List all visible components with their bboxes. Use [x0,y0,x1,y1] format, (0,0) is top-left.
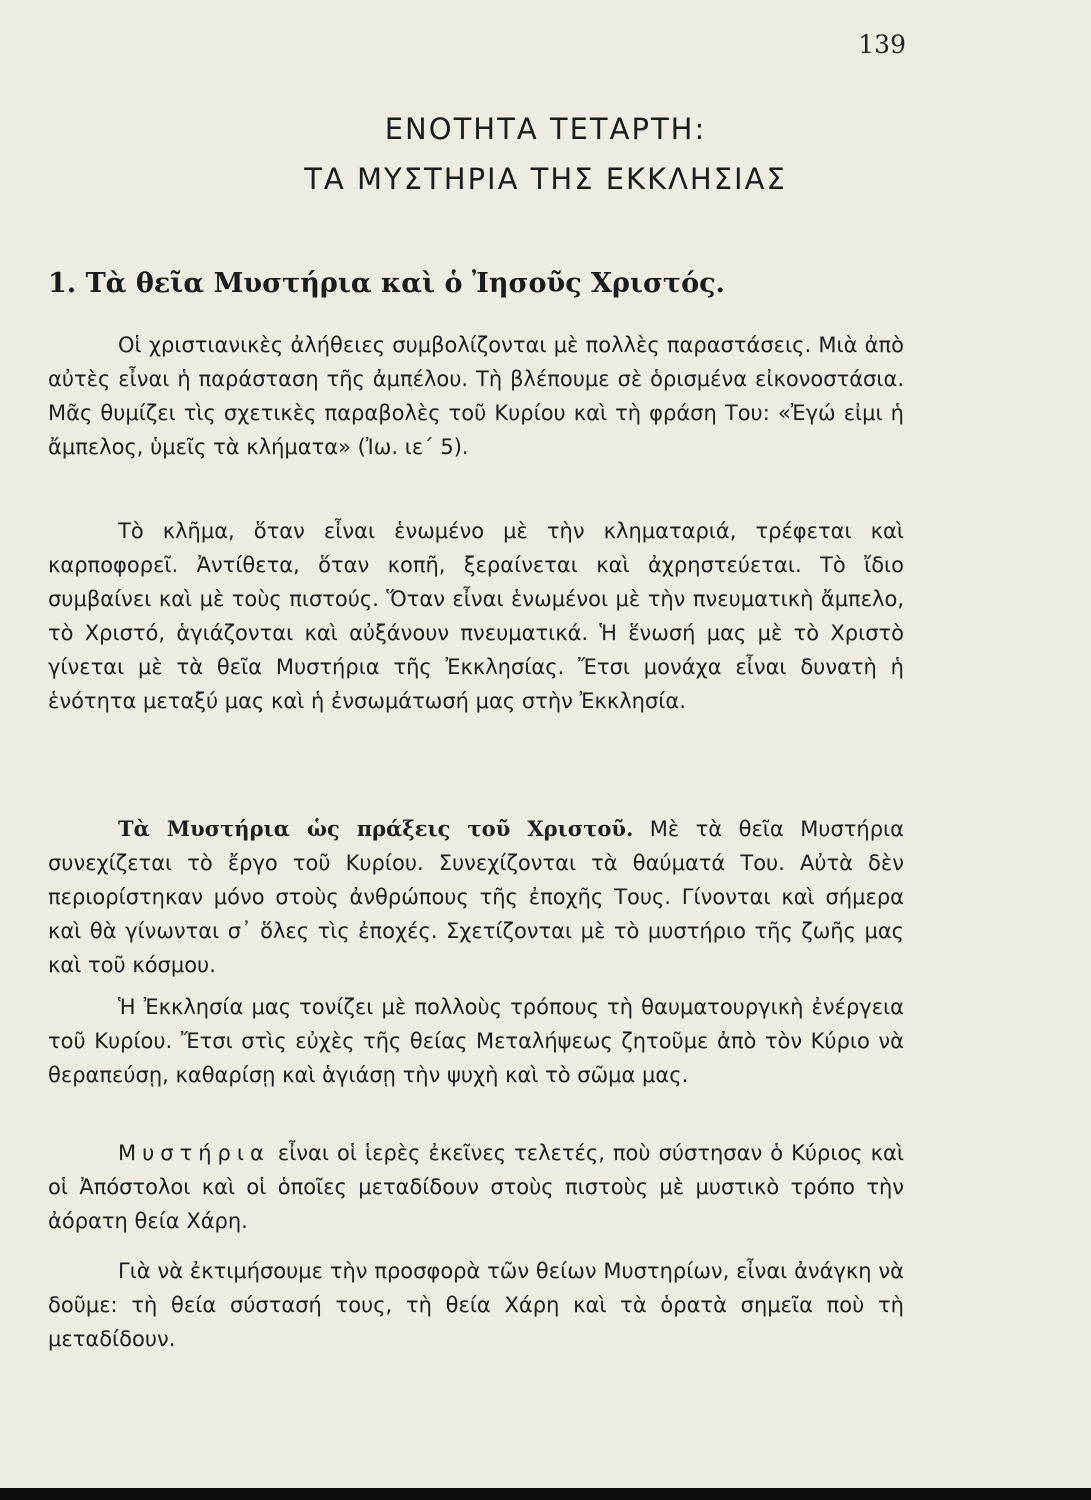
defined-term: Μυστήρια [118,1141,270,1165]
paragraph-conclusion: Γιὰ νὰ ἐκτιμήσουμε τὴν προσφορὰ τῶν θείων Μυστηρίων, εἶναι ἀνάγκη νὰ δοῦμε: τὴ θεία σύστασή τους, τὴ θεία Χάρη καὶ τὰ ὁρατὰ σημεῖα ποὺ τὴ μεταδίδουν. [48,1259,904,1351]
paragraph-acts-of-christ [48,812,904,982]
definition-body: εἶναι οἱ ἱερὲς ἐκεῖνες τελετές, ποὺ σύστησαν ὁ Κύριος καὶ οἱ Ἀπόστολοι καὶ οἱ ὁποῖες μεταδίδουν στοὺς πιστοὺς μὲ μυστικὸ τρόπο τὴν ἀόρατη θεία Χάρη. [48,1141,904,1233]
paragraph-church-prayers: Ἡ Ἐκκλησία μας τονίζει μὲ πολλοὺς τρόπους τὴ θαυματουργικὴ ἐνέργεια τοῦ Κυρίου. Ἔτσι στὶς εὐχὲς τῆς θείας Μεταλήψεως ζητοῦμε ἀπὸ τὸν Κύριο νὰ θεραπεύσῃ, καθαρίσῃ καὶ ἁγιάσῃ τὴν ψυχὴ καὶ τὸ σῶμα μας. [48,995,904,1087]
paragraph-acts-body: Μὲ τὰ θεῖα Μυστήρια συνεχίζεται τὸ ἔργο τοῦ Κυρίου. Συνεχίζονται τὰ θαύματά Του. Αὐτὰ δὲν περιορίστηκαν μόνο στοὺς ἀνθρώπους τῆς ἐποχῆς Τους. Γίνονται καὶ σήμερα καὶ θὰ γίνωνται σ᾽ ὅλες τὶς ἐποχές. Σχετίζονται μὲ τὸ μυστήριο τῆς ζωῆς μας καὶ τοῦ κόσμου. [48,817,905,977]
page-number: 139 [858,30,906,59]
chapter-title: 1. Τὰ θεῖα Μυστήρια καὶ ὁ Ἰησοῦς Χριστός. [48,268,725,299]
paragraph-branch: Τὸ κλῆμα, ὅταν εἶναι ἑνωμένο μὲ τὴν κληματαριά, τρέφεται καὶ καρποφορεῖ. Ἀντίθετα, ὅταν κοπῆ, ξεραίνεται καὶ ἀχρηστεύεται. Τὸ ἴδιο συμβαίνει καὶ μὲ τοὺς πιστούς. Ὅταν εἶναι ἑνωμένοι μὲ τὴν πνευματικὴ ἄμπελο, τὸ Χριστό, ἁγιάζονται καὶ αὐξάνουν πνευματικά. Ἡ ἕνωσή μας μὲ τὸ Χριστὸ γίνεται μὲ τὰ θεῖα Μυστήρια τῆς Ἐκκλησίας. Ἔτσι μονάχα εἶναι δυνατὴ ἡ ἑνότητα μεταξύ μας καὶ ἡ ἐνσωμάτωσή μας στὴν Ἐκκλησία. [48,519,904,713]
unit-title: ΕΝΟΤΗΤΑ ΤΕΤΑΡΤΗ: [384,112,707,146]
paragraph-vine: Οἱ χριστιανικὲς ἀλήθειες συμβολίζονται μὲ πολλὲς παραστάσεις. Μιὰ ἀπὸ αὐτὲς εἶναι ἡ παράσταση τῆς ἀμπέλου. Τὴ βλέπουμε σὲ ὁρισμένα εἰκονοστάσια. Μᾶς θυμίζει τὶς σχετικὲς παραβολὲς τοῦ Κυρίου καὶ τὴ φράση Του: «Ἐγώ εἰμι ἡ ἄμπελος, ὑμεῖς τὰ κλήματα» (Ἰω. ιε΄ 5). [48,333,904,459]
run-in-heading: Τὰ Μυστήρια ὡς πράξεις τοῦ Χριστοῦ. [118,816,634,841]
paragraph-definition [48,1136,904,1238]
unit-subtitle: ΤΑ ΜΥΣΤΗΡΙΑ ΤΗΣ ΕΚΚΛΗΣΙΑΣ [304,162,787,196]
page-bottom-edge [0,1488,1091,1500]
